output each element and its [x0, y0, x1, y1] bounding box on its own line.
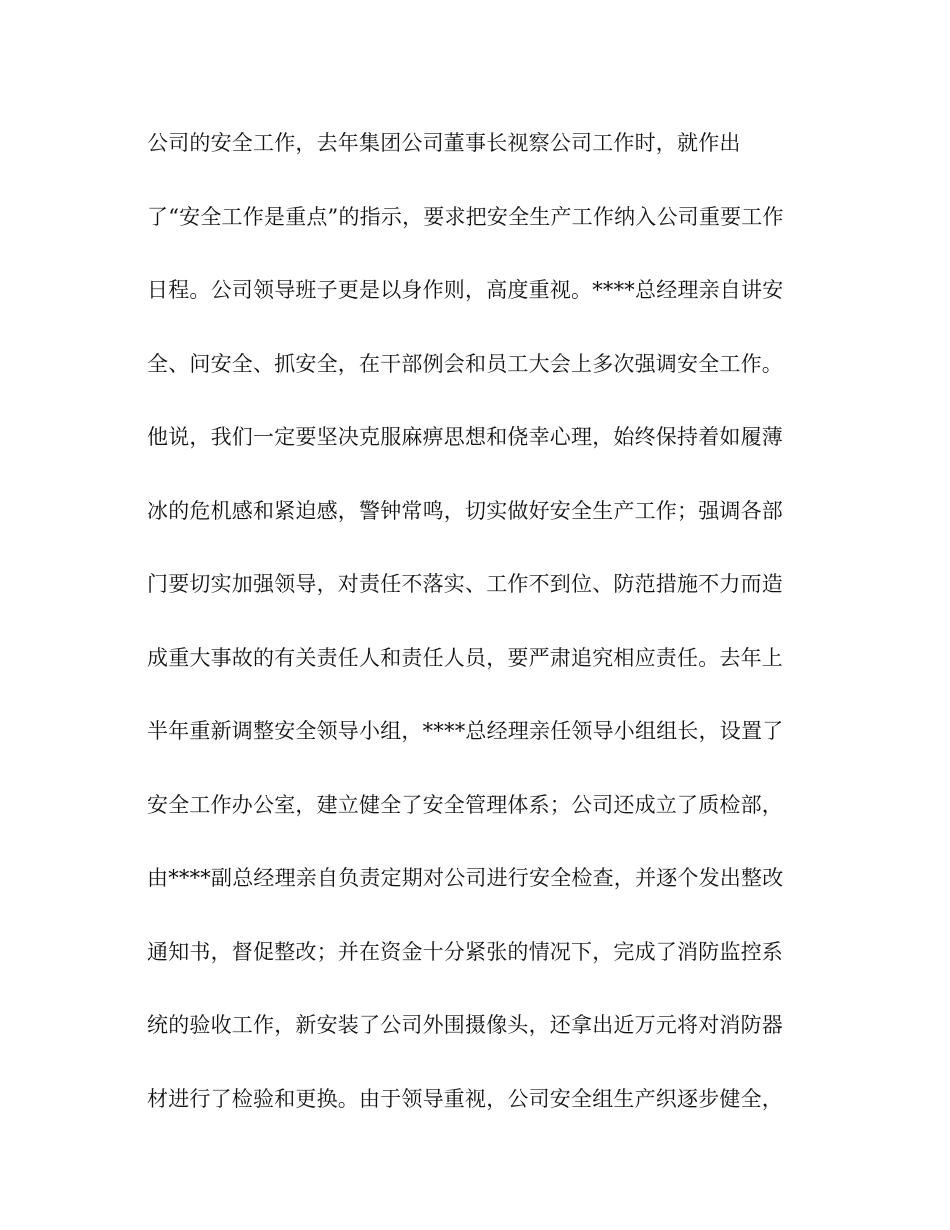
text-line: 统的验收工作，新安装了公司外围摄像头，还拿出近万元将对消防器	[147, 1013, 783, 1037]
text-line: 成重大事故的有关责任人和责任人员，要严肃追究相应责任。去年上	[147, 645, 783, 670]
text-line: 通知书，督促整改；并在资金十分紧张的情况下，完成了消防监控系	[147, 939, 783, 964]
text-line: 由****副总经理亲自负责定期对公司进行安全检查，并逐个发出整改	[147, 866, 784, 890]
text-line: 冰的危机感和紧迫感，警钟常鸣，切实做好安全生产工作；强调各部	[147, 498, 783, 523]
text-line: 公司的安全工作，去年集团公司董事长视察公司工作时，就作出	[147, 131, 741, 155]
text-line: 全、问安全、抓安全，在干部例会和员工大会上多次强调安全工作。	[147, 351, 783, 376]
text-line: 日程。公司领导班子更是以身作则，高度重视。****总经理亲自讲安	[147, 278, 784, 302]
text-line: 了“安全工作是重点”的指示，要求把安全生产工作纳入公司重要工作	[147, 204, 784, 229]
text-line: 材进行了检验和更换。由于领导重视，公司安全组生产织逐步健全，	[147, 1086, 783, 1111]
text-line: 他说，我们一定要坚决克服麻痹思想和侥幸心理，始终保持着如履薄	[147, 425, 783, 449]
text-line: 门要切实加强领导，对责任不落实、工作不到位、防范措施不力而造	[147, 572, 783, 596]
body-text	[147, 124, 807, 1153]
text-line: 半年重新调整安全领导小组，****总经理亲任领导小组组长，设置了	[147, 719, 784, 743]
text-line: 安全工作办公室，建立健全了安全管理体系；公司还成立了质检部，	[147, 792, 783, 817]
